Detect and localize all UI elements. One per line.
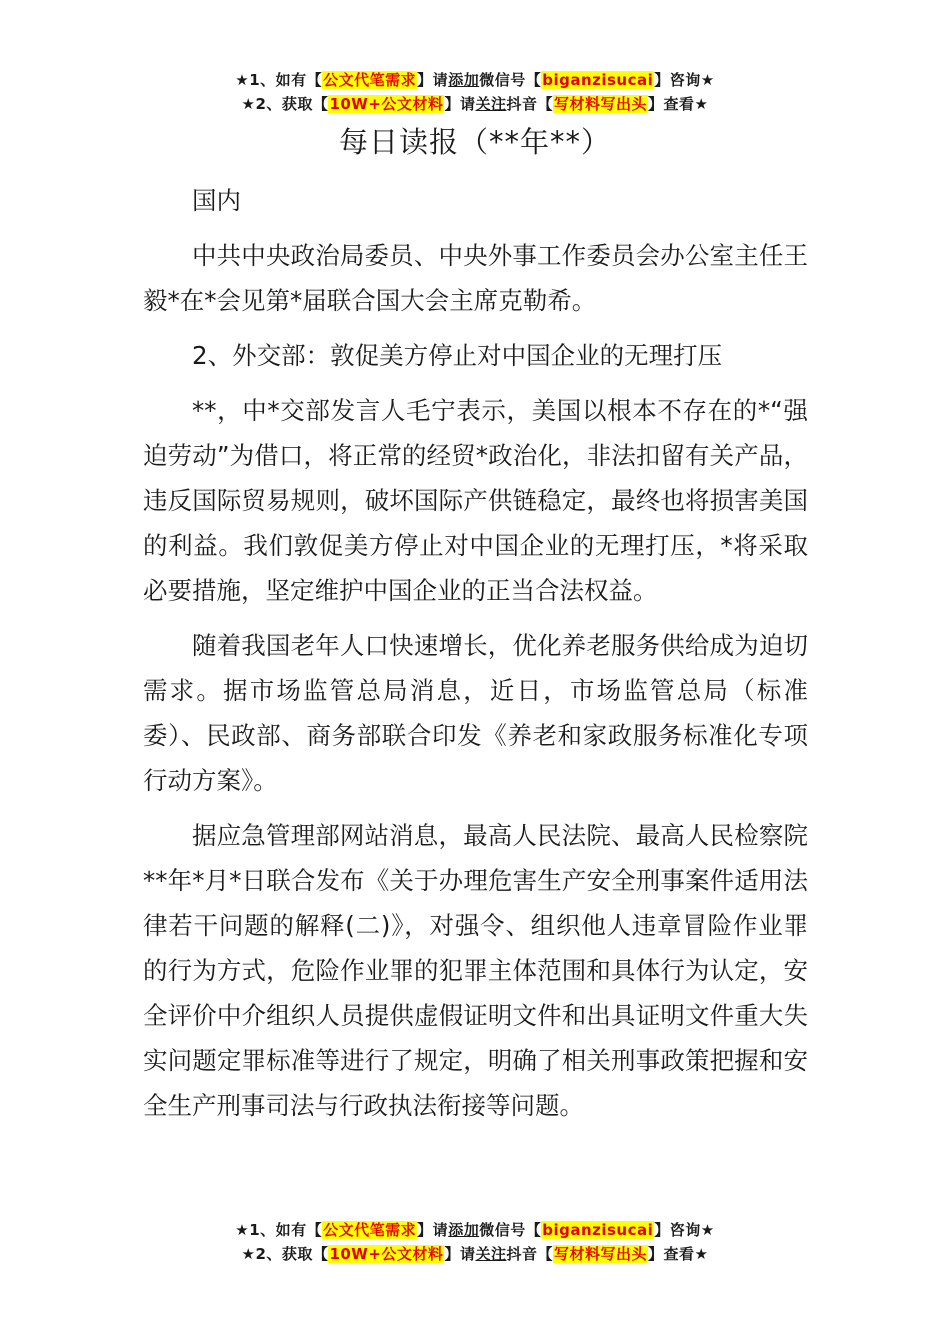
promo-underline-text: 关注 <box>475 1245 507 1263</box>
paragraph: 据应急管理部网站消息，最高人民法院、最高人民检察院**年*月*日联合发布《关于办理危害生产安全刑事案件适用法律若干问题的解释(二)》，对强令、组织他人违章冒险作业罪的行为方式，危险作业罪的犯罪主体范围和具体行为认定，安全评价中介组织人员提供虚假证明文件和出具证明文件重大失实问题定罪标准等进行了规定，明确了相关刑事政策把握和安全生产刑事司法与行政执法衔接等问题。 <box>143 821 808 1120</box>
promo-text: ★2、获取【 <box>241 1245 329 1263</box>
promo-line-2 <box>0 92 950 116</box>
promo-text: 抖音【 <box>506 1245 553 1263</box>
paragraph: **，中*交部发言人毛宁表示，美国以根本不存在的*“强迫劳动”为借口，将正常的经贸*政治化，非法扣留有关产品，违反国际贸易规则，破坏国际产供链稳定，最终也将损害美国的利益。我们敦促美方停止对中国企业的无理打压，*将采取必要措施，坚定维护中国企业的正当合法权益。 <box>143 396 808 605</box>
promo-text: 】查看★ <box>648 1245 709 1263</box>
promo-text: 】查看★ <box>648 95 709 113</box>
promo-text: 】请 <box>417 71 449 89</box>
promo-text: 微信号【 <box>479 1221 542 1239</box>
document-title: 每日读报（**年**） <box>338 125 611 159</box>
promo-douyin-id: 写材料写出头 <box>553 95 647 113</box>
promo-text: ★1、如有【 <box>235 1221 323 1239</box>
promo-text: ★2、获取【 <box>241 95 329 113</box>
promo-text: 】请 <box>444 1245 476 1263</box>
paragraph: 中共中央政治局委员、中央外事工作委员会办公室主任王毅*在*会见第*届联合国大会主席克勒希。 <box>143 241 808 315</box>
promo-line-1 <box>0 68 950 92</box>
promo-underline-text: 关注 <box>475 95 507 113</box>
promo-highlight: 公文代笔需求 <box>323 1221 417 1239</box>
section-heading: 国内 <box>192 186 241 215</box>
promo-underline-text: 添加 <box>448 1221 480 1239</box>
promo-highlight: 10W+公文材料 <box>329 95 444 113</box>
promo-text: ★1、如有【 <box>235 71 323 89</box>
promo-text: 】咨询★ <box>654 71 715 89</box>
promo-highlight: 10W+公文材料 <box>329 1245 444 1263</box>
promo-text: 】咨询★ <box>654 1221 715 1239</box>
paragraph: 随着我国老年人口快速增长，优化养老服务供给成为迫切需求。据市场监管总局消息，近日，市场监管总局（标准委）、民政部、商务部联合印发《养老和家政服务标准化专项行动方案》。 <box>143 631 808 795</box>
document-body <box>143 178 808 1138</box>
promo-wechat-id: biganzisucai <box>542 71 654 89</box>
promo-wechat-id: biganzisucai <box>542 1221 654 1239</box>
promo-highlight: 公文代笔需求 <box>323 71 417 89</box>
promo-text: 抖音【 <box>506 95 553 113</box>
promo-douyin-id: 写材料写出头 <box>553 1245 647 1263</box>
header-promo-banner <box>0 68 950 116</box>
promo-underline-text: 添加 <box>448 71 480 89</box>
promo-text: 】请 <box>417 1221 449 1239</box>
promo-text: 微信号【 <box>479 71 542 89</box>
promo-line-1 <box>0 1218 950 1242</box>
promo-line-2 <box>0 1242 950 1266</box>
paragraph-heading: 2、外交部：敦促美方停止对中国企业的无理打压 <box>192 341 723 370</box>
footer-promo-banner <box>0 1218 950 1266</box>
promo-text: 】请 <box>444 95 476 113</box>
